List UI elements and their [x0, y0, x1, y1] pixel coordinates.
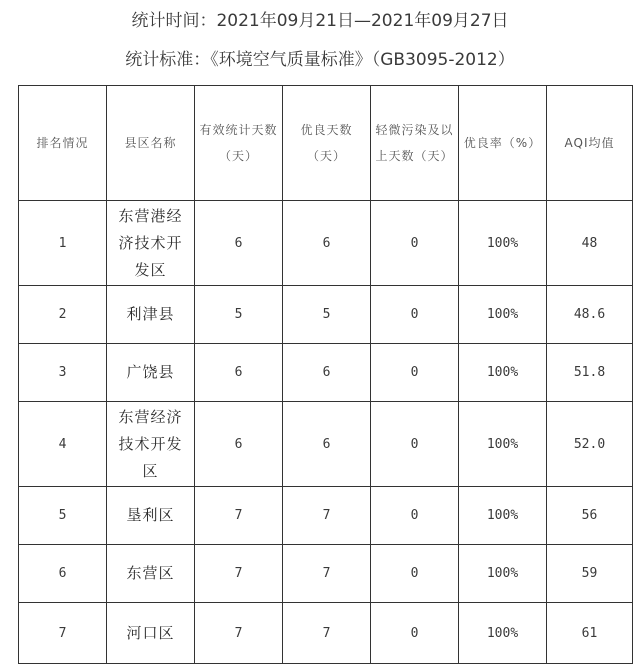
good-days-cell: 6 — [283, 201, 371, 286]
polluted-days-cell: 0 — [371, 402, 459, 487]
statistics-standard: 统计标准：《环境空气质量标准》（GB3095-2012） — [125, 50, 515, 70]
good-rate-cell: 100% — [459, 603, 547, 664]
polluted-days-cell: 0 — [371, 201, 459, 286]
valid-days-cell: 6 — [195, 201, 283, 286]
rank-cell: 5 — [19, 487, 107, 545]
good-rate-cell: 100% — [459, 201, 547, 286]
good-rate-cell: 100% — [459, 286, 547, 344]
polluted-days-cell: 0 — [371, 545, 459, 603]
good-days-cell: 6 — [283, 344, 371, 402]
rank-cell: 2 — [19, 286, 107, 344]
valid-days-cell: 7 — [195, 487, 283, 545]
rank-cell: 3 — [19, 344, 107, 402]
aqi-mean-cell: 59 — [547, 545, 633, 603]
column-header-aqi-mean: AQI均值 — [547, 86, 633, 201]
rank-cell: 6 — [19, 545, 107, 603]
county-cell: 东营经济技术开发区 — [107, 402, 195, 487]
column-header-county: 县区名称 — [107, 86, 195, 201]
column-header-good-days: 优良天数（天） — [283, 86, 371, 201]
table-row — [19, 286, 633, 344]
good-days-cell: 7 — [283, 545, 371, 603]
valid-days-cell: 7 — [195, 545, 283, 603]
good-days-cell: 5 — [283, 286, 371, 344]
good-rate-cell: 100% — [459, 344, 547, 402]
aqi-mean-cell: 52.0 — [547, 402, 633, 487]
good-days-cell: 6 — [283, 402, 371, 487]
column-header-good-rate: 优良率（%） — [459, 86, 547, 201]
column-header-polluted-days: 轻微污染及以上天数（天） — [371, 86, 459, 201]
valid-days-cell: 6 — [195, 344, 283, 402]
good-rate-cell: 100% — [459, 487, 547, 545]
polluted-days-cell: 0 — [371, 286, 459, 344]
column-header-valid-days: 有效统计天数（天） — [195, 86, 283, 201]
good-rate-cell: 100% — [459, 545, 547, 603]
aqi-mean-cell: 48 — [547, 201, 633, 286]
county-cell: 河口区 — [107, 603, 195, 664]
county-cell: 垦利区 — [107, 487, 195, 545]
table-row — [19, 201, 633, 286]
table-row — [19, 603, 633, 664]
table-row — [19, 344, 633, 402]
county-cell: 东营港经济技术开发区 — [107, 201, 195, 286]
table-header-row — [19, 86, 633, 201]
county-cell: 利津县 — [107, 286, 195, 344]
polluted-days-cell: 0 — [371, 344, 459, 402]
table-row — [19, 487, 633, 545]
column-header-rank: 排名情况 — [19, 86, 107, 201]
air-quality-ranking-table — [18, 85, 633, 664]
rank-cell: 1 — [19, 201, 107, 286]
statistics-period: 统计时间：2021年09月21日—2021年09月27日 — [131, 11, 509, 31]
table-row — [19, 402, 633, 487]
polluted-days-cell: 0 — [371, 487, 459, 545]
table-row — [19, 545, 633, 603]
rank-cell: 7 — [19, 603, 107, 664]
good-rate-cell: 100% — [459, 402, 547, 487]
county-cell: 广饶县 — [107, 344, 195, 402]
aqi-mean-cell: 56 — [547, 487, 633, 545]
county-cell: 东营区 — [107, 545, 195, 603]
valid-days-cell: 6 — [195, 402, 283, 487]
rank-cell: 4 — [19, 402, 107, 487]
valid-days-cell: 7 — [195, 603, 283, 664]
good-days-cell: 7 — [283, 487, 371, 545]
aqi-mean-cell: 48.6 — [547, 286, 633, 344]
aqi-mean-cell: 61 — [547, 603, 633, 664]
aqi-mean-cell: 51.8 — [547, 344, 633, 402]
valid-days-cell: 5 — [195, 286, 283, 344]
polluted-days-cell: 0 — [371, 603, 459, 664]
good-days-cell: 7 — [283, 603, 371, 664]
